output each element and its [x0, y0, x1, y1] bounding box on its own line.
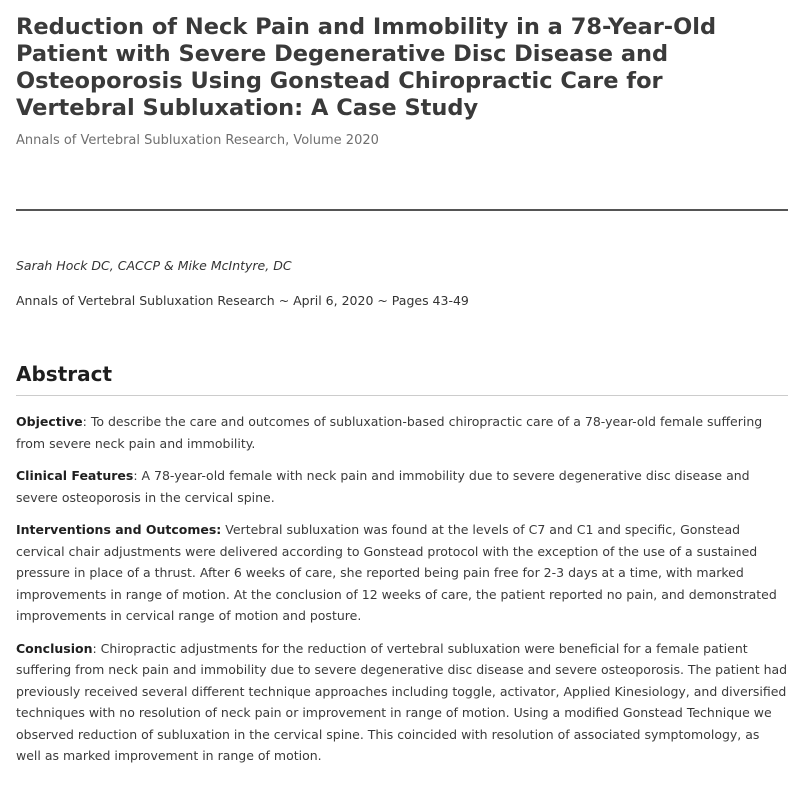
conclusion-label: Conclusion [16, 640, 93, 656]
article-citation: Annals of Vertebral Subluxation Research ~ April 6, 2020 ~ Pages 43-49 [16, 293, 469, 308]
header-divider [16, 209, 788, 211]
clinical-features-label: Clinical Features [16, 468, 134, 483]
clinical-features-separator: : [133, 468, 138, 483]
objective-text: To describe the care and outcomes of subluxation-based chiropractic care of a 78-year-old female suffering from severe neck pain and immobility. [16, 414, 763, 451]
article-title: Reduction of Neck Pain and Immobility in a 78-Year-Old Patient with Severe Degenerative Disc Disease and Osteoporosis Using Gonstead Chiropractic Care for Vertebral Subluxation: A Case Study [16, 14, 717, 121]
abstract-objective [16, 411, 788, 454]
conclusion-text: Chiropractic adjustments for the reduction of vertebral subluxation were beneficial for a female patient suffering from neck pain and immobility due to severe degenerative disc disease and severe osteoporosis. The patient had previously received several different technique approaches including toggle, activator, Applied Kinesiology, and diversified techniques with no resolution of neck pain or improvement in range of motion. Using a modified Gonstead Technique we observed reduction of subluxation in the cervical spine. This coincided with resolution of associated symptomology, as well as marked improvement in range of motion. [16, 640, 788, 763]
objective-label: Objective [16, 414, 83, 429]
abstract-heading: Abstract [16, 362, 788, 396]
conclusion-separator: : [92, 640, 97, 656]
interventions-outcomes-label: Interventions and Outcomes: [16, 522, 222, 537]
abstract-conclusion [16, 638, 788, 767]
objective-separator: : [82, 414, 87, 429]
abstract-interventions-outcomes [16, 519, 788, 627]
clinical-features-text: A 78-year-old female with neck pain and immobility due to severe degenerative disc disease and severe osteoporosis in the cervical spine. [16, 468, 750, 505]
abstract-clinical-features [16, 465, 788, 508]
abstract-body [16, 411, 788, 778]
journal-subtitle: Annals of Vertebral Subluxation Research, Volume 2020 [16, 133, 379, 148]
article-authors: Sarah Hock DC, CACCP & Mike McIntyre, DC [16, 258, 292, 273]
interventions-outcomes-text: Vertebral subluxation was found at the levels of C7 and C1 and specific, Gonstead cervical chair adjustments were delivered according to Gonstead protocol with the exception of the use of a sustained pressure in place of a thrust. After 6 weeks of care, she reported being pain free for 2-3 days at a time, with marked improvements in range of motion. At the conclusion of 12 weeks of care, the patient reported no pain, and demonstrated improvements in cervical range of motion and posture. [16, 522, 777, 623]
